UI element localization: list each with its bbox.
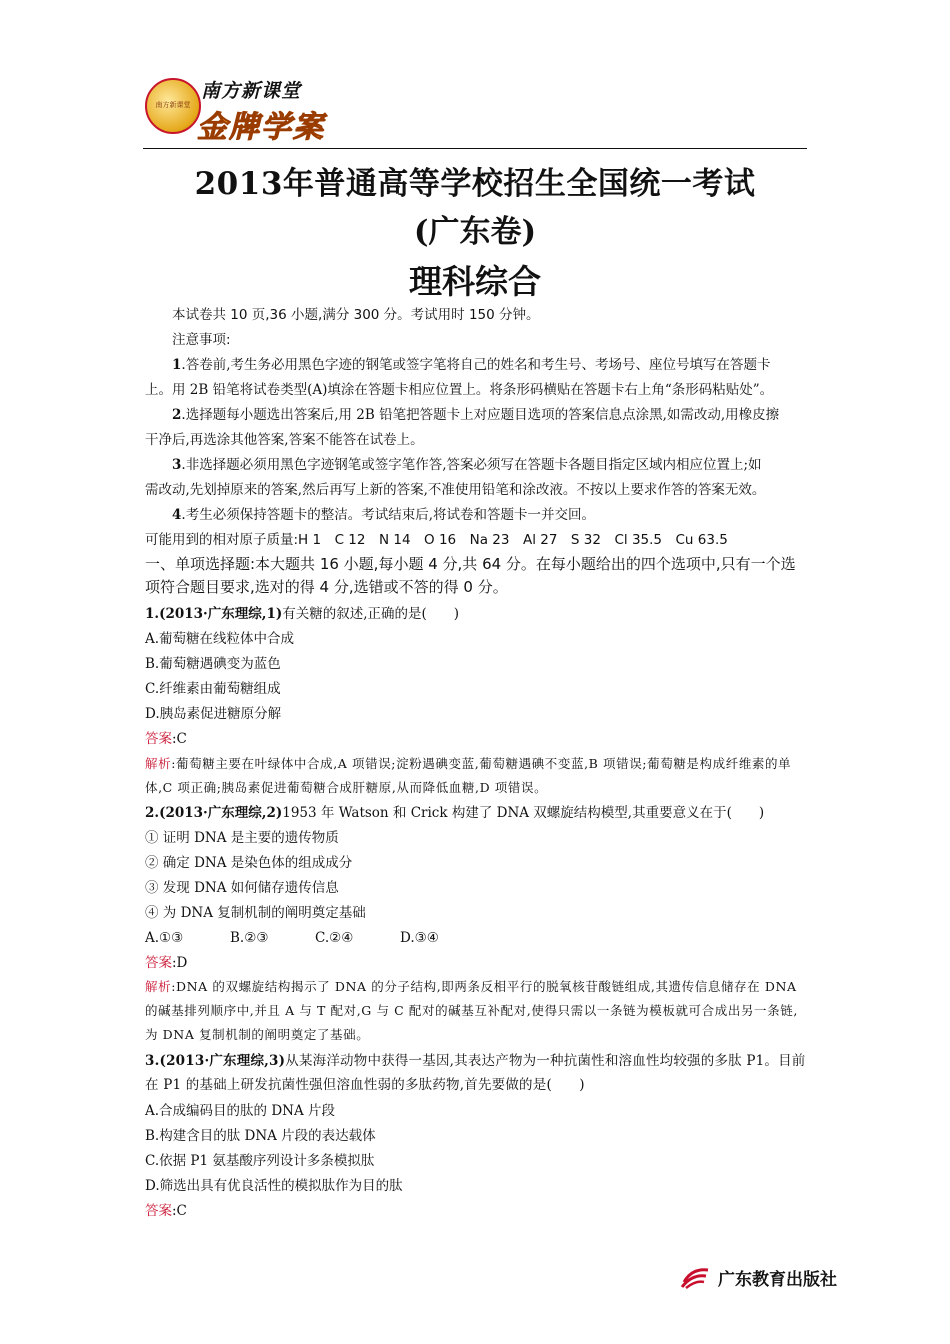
brand-logo [145, 66, 355, 146]
question-text: 有关糖的叙述,正确的是( ) [282, 606, 460, 622]
notice-4-line1 [145, 503, 807, 527]
q1-explanation [145, 752, 807, 800]
q2-option-c: C.②④ [315, 930, 354, 946]
publisher-logo-icon [680, 1264, 710, 1290]
exam-subject: 理科综合 [409, 262, 541, 301]
notice-num: 2 [172, 407, 182, 423]
answer-value: :D [172, 955, 188, 971]
notice-num: 1 [172, 357, 182, 373]
notice-text: .非选择题必须用黑色字迹钢笔或签字笔作答,答案必须写在答题卡各题目指定区域内相应位置上;如 [181, 457, 762, 473]
header-rule [143, 148, 807, 149]
notice-2-line2: 干净后,再选涂其他答案,答案不能答在试卷上。 [145, 432, 424, 448]
notice-3-line2: 需改动,先划掉原来的答案,然后再写上新的答案,不准使用铅笔和涂改液。不按以上要求作答的答案无效。 [145, 482, 766, 498]
publisher-name: 广东教育出版社 [718, 1270, 837, 1290]
notice-2-line1 [145, 403, 807, 427]
notice-1-line2: 上。用 2B 铅笔将试卷类型(A)填涂在答题卡相应位置上。将条形码横贴在答题卡右上角“条形码粘贴处”。 [145, 382, 774, 398]
notice-1-line1 [145, 353, 807, 377]
exam-intro: 本试卷共 10 页,36 小题,满分 300 分。考试用时 150 分钟。 [172, 307, 540, 323]
brand-top-text: 南方新课堂 [201, 80, 302, 102]
explanation-text: :DNA 的双螺旋结构揭示了 DNA 的分子结构,即两条反相平行的脱氧核苷酸链组成,其遗传信息储存在 DNA 的碱基排列顺序中,并且 A 与 T 配对,G 与 C 配对的碱基互补配对,使得只需以一条链为模板就可合成出另一条链,为 DNA 复制机制的阐明奠定了基础。 [145, 979, 798, 1042]
notice-3-line1 [145, 453, 807, 477]
q2-item-3: ③ 发现 DNA 如何储存遗传信息 [145, 880, 339, 896]
seal-text: 南方新课堂 [155, 101, 191, 110]
answer-label: 答案 [145, 955, 172, 971]
q2-item-2: ② 确定 DNA 是染色体的组成成分 [145, 855, 353, 871]
q1-option-c: C.纤维素由葡萄糖组成 [145, 681, 281, 697]
q3-answer [145, 1199, 807, 1223]
q1-option-a: A.葡萄糖在线粒体中合成 [145, 631, 295, 647]
answer-label: 答案 [145, 731, 172, 747]
q2-item-4: ④ 为 DNA 复制机制的阐明奠定基础 [145, 905, 366, 921]
explanation-label: 解析 [145, 756, 172, 771]
q1-option-b: B.葡萄糖遇碘变为蓝色 [145, 656, 281, 672]
q1-option-d: D.胰岛素促进糖原分解 [145, 706, 282, 722]
answer-label: 答案 [145, 1203, 172, 1219]
notice-text: .答卷前,考生务必用黑色字迹的钢笔或签字笔将自己的姓名和考生号、考场号、座位号填写在答题卡 [181, 357, 771, 373]
answer-value: :C [172, 1203, 187, 1219]
answer-value: :C [172, 731, 187, 747]
section-heading: 一、单项选择题:本大题共 16 小题,每小题 4 分,共 64 分。在每小题给出的四个选项中,只有一个选项符合题目要求,选对的得 4 分,选错或不答的得 0 分。 [145, 555, 796, 596]
q2-item-1: ① 证明 DNA 是主要的遗传物质 [145, 830, 339, 846]
notice-num: 4 [172, 507, 182, 523]
q3-option-b: B.构建含目的肽 DNA 片段的表达载体 [145, 1128, 376, 1144]
q3-option-c: C.依据 P1 氨基酸序列设计多条模拟肽 [145, 1153, 375, 1169]
question-number: 3.(2013·广东理综,3) [145, 1053, 286, 1069]
notice-heading: 注意事项: [172, 332, 231, 348]
notice-text: .考生必须保持答题卡的整洁。考试结束后,将试卷和答题卡一并交回。 [181, 507, 595, 523]
question-text: 从某海洋动物中获得一基因,其表达产物为一种抗菌性和溶血性均较强的多肽 P1。目前在 P1 的基础上研发抗菌性强但溶血性弱的多肽药物,首先要做的是( ) [145, 1053, 806, 1093]
q2-answer [145, 951, 807, 975]
page-subtitle: (广东卷) [413, 214, 537, 250]
publisher-footer [680, 1262, 870, 1292]
explanation-text: :葡萄糖主要在叶绿体中合成,A 项错误;淀粉遇碘变蓝,葡萄糖遇碘不变蓝,B 项错误;葡萄糖是构成纤维素的单体,C 项正确;胰岛素促进葡萄糖合成肝糖原,从而降低血糖,D 项错误。 [145, 756, 792, 795]
notice-text: .选择题每小题选出答案后,用 2B 铅笔把答题卡上对应题目选项的答案信息点涂黑,如需改动,用橡皮擦 [181, 407, 780, 423]
page-title: 2013年普通高等学校招生全国统一考试 [194, 166, 756, 202]
q2-option-a: A.①③ [145, 930, 184, 946]
q3-option-d: D.筛选出具有优良活性的模拟肽作为目的肽 [145, 1178, 403, 1194]
question-3-stem [145, 1049, 807, 1097]
question-number: 1.(2013·广东理综,1) [145, 606, 283, 622]
sun-seal-icon [145, 78, 201, 134]
q2-options [145, 926, 807, 950]
notice-num: 3 [172, 457, 182, 473]
q1-answer [145, 727, 807, 751]
question-1-stem [145, 602, 807, 626]
question-text: 1953 年 Watson 和 Crick 构建了 DNA 双螺旋结构模型,其重要意义在于( ) [282, 805, 765, 821]
q2-explanation [145, 975, 807, 1047]
q2-option-d: D.③④ [400, 930, 439, 946]
brand-main-text: 金牌学案 [197, 110, 325, 145]
explanation-label: 解析 [145, 979, 172, 994]
q3-option-a: A.合成编码目的肽的 DNA 片段 [145, 1103, 336, 1119]
question-2-stem [145, 801, 807, 825]
question-number: 2.(2013·广东理综,2) [145, 805, 283, 821]
atomic-masses: 可能用到的相对原子质量:H 1 C 12 N 14 O 16 Na 23 Al 27 S 32 Cl 35.5 Cu 63.5 [145, 532, 728, 548]
q2-option-b: B.②③ [230, 930, 269, 946]
